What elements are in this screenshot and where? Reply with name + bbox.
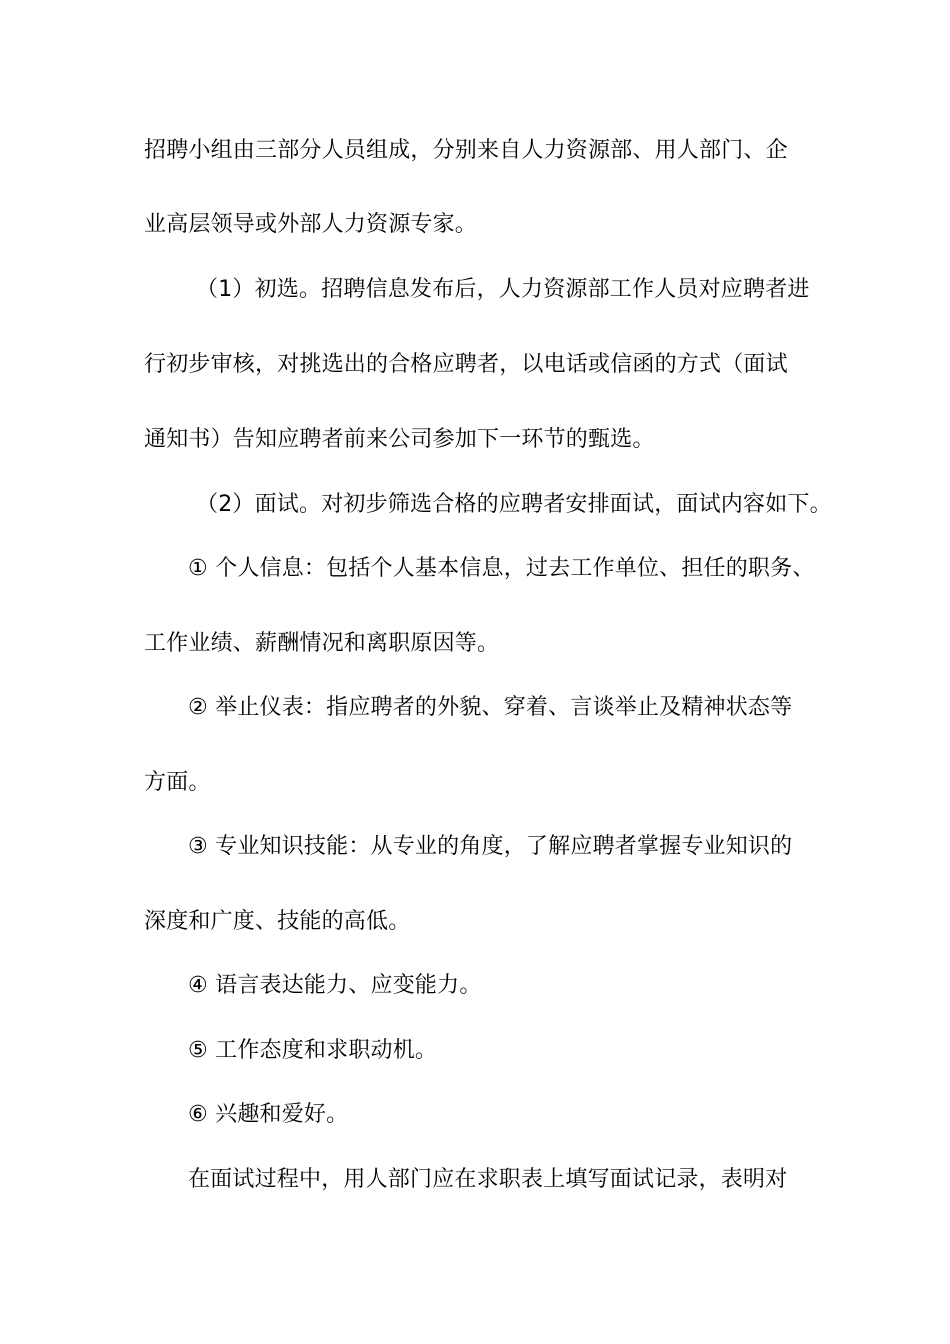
paragraph-line: 工作业绩、薪酬情况和离职原因等。 xyxy=(144,631,500,656)
paragraph-line: 深度和广度、技能的高低。 xyxy=(144,909,411,934)
paragraph-line: （1）初选。招聘信息发布后，人力资源部工作人员对应聘者进 xyxy=(196,277,810,302)
paragraph-line: 通知书）告知应聘者前来公司参加下一环节的甄选。 xyxy=(144,427,655,452)
list-item: ⑥ 兴趣和爱好。 xyxy=(188,1102,349,1127)
list-item: ⑤ 工作态度和求职动机。 xyxy=(188,1038,438,1063)
paragraph-line: 业高层领导或外部人力资源专家。 xyxy=(144,212,478,237)
paragraph-line: 在面试过程中，用人部门应在求职表上填写面试记录，表明对 xyxy=(188,1167,788,1192)
paragraph-line: 行初步审核，对挑选出的合格应聘者，以电话或信函的方式（面试 xyxy=(144,352,788,377)
list-item: ③ 专业知识技能：从专业的角度，了解应聘者掌握专业知识的 xyxy=(188,834,793,859)
paragraph-line: 招聘小组由三部分人员组成，分别来自人力资源部、用人部门、企 xyxy=(144,138,788,163)
list-item: ② 举止仪表：指应聘者的外貌、穿着、言谈举止及精神状态等 xyxy=(188,695,793,720)
paragraph-line: 方面。 xyxy=(144,770,211,795)
list-item: ① 个人信息：包括个人基本信息，过去工作单位、担任的职务、 xyxy=(188,556,815,581)
paragraph-line: （2）面试。对初步筛选合格的应聘者安排面试，面试内容如下。 xyxy=(196,492,832,517)
list-item: ④ 语言表达能力、应变能力。 xyxy=(188,973,482,998)
